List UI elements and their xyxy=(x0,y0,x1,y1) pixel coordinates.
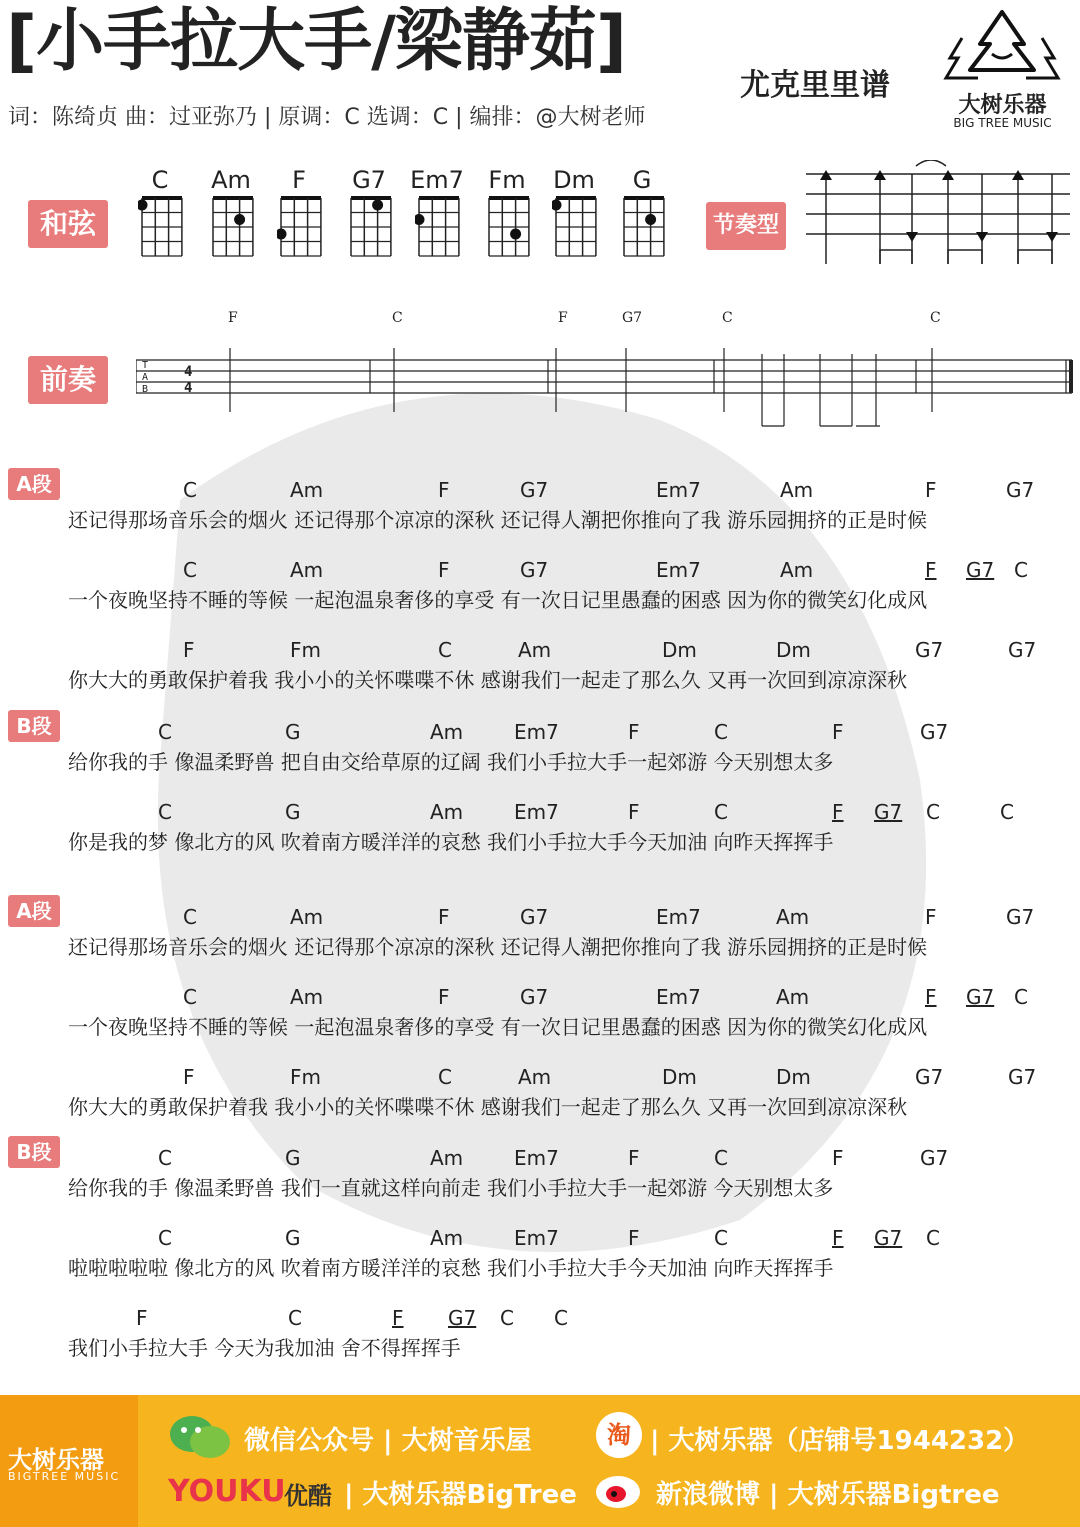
chord-name-4: Em7 xyxy=(410,166,464,194)
lyric-line: 还记得那场音乐会的烟火 还记得那个凉凉的深秋 还记得人潮把你推向了我 游乐园拥挤的正是时候 xyxy=(68,508,928,532)
chord-label: C xyxy=(714,800,728,824)
brand-name: 大树乐器 xyxy=(958,93,1047,118)
chord-label: Am xyxy=(776,985,810,1009)
chord-label: C xyxy=(438,638,452,662)
chord-label: F xyxy=(628,800,640,824)
chord-label: C xyxy=(183,478,197,502)
svg-text:A: A xyxy=(142,372,149,383)
chord-label: F xyxy=(392,1306,404,1330)
chord-label: Em7 xyxy=(656,905,701,929)
chord-label: G7 xyxy=(520,478,549,502)
chord-label: C xyxy=(438,1065,452,1089)
rhythm-pattern xyxy=(806,160,1074,270)
chord-label: Em7 xyxy=(514,1226,559,1250)
lyric-line: 一个夜晚坚持不睡的等候 一起泡温泉奢侈的享受 有一次日记里愚蠢的困惑 因为你的微笑幻化成风 xyxy=(68,1015,928,1039)
wechat-icon xyxy=(168,1412,232,1462)
chord-label: Am xyxy=(518,1065,552,1089)
chord-label: F xyxy=(832,1146,844,1170)
chords-label: 和弦 xyxy=(28,200,108,248)
chord-label: G7 xyxy=(966,985,995,1009)
chord-label: F xyxy=(183,1065,195,1089)
chord-label: F xyxy=(925,558,937,582)
chord-diagram-3 xyxy=(347,194,399,258)
lyric-line: 给你我的手 像温柔野兽 把自由交给草原的辽阔 我们小手拉大手一起郊游 今天别想太多 xyxy=(68,750,834,774)
youku-text: | 大树乐器BigTree xyxy=(344,1480,577,1510)
chord-diagram-7 xyxy=(620,194,672,258)
chord-label: G7 xyxy=(874,1226,903,1250)
chord-label: F xyxy=(628,1226,640,1250)
chord-label: F xyxy=(438,905,450,929)
chord-name-3: G7 xyxy=(352,166,386,194)
taobao-icon: 淘 xyxy=(596,1412,642,1458)
chord-label: G xyxy=(285,720,301,744)
chord-label: C xyxy=(500,1306,514,1330)
chord-label: Dm xyxy=(662,638,697,662)
lyric-line: 还记得那场音乐会的烟火 还记得那个凉凉的深秋 还记得人潮把你推向了我 游乐园拥挤的正是时候 xyxy=(68,935,928,959)
chord-label: Am xyxy=(430,1226,464,1250)
song-title: [小手拉大手/梁静茹] xyxy=(6,2,626,81)
footer-brand-name: 大树乐器 xyxy=(8,1446,104,1474)
chord-label: G7 xyxy=(520,905,549,929)
chord-label: G7 xyxy=(520,558,549,582)
chord-label: C xyxy=(714,720,728,744)
wechat-text: 微信公众号 | 大树音乐屋 xyxy=(244,1426,532,1456)
chord-label: C xyxy=(183,558,197,582)
chord-label: Am xyxy=(290,558,324,582)
svg-text:4: 4 xyxy=(184,364,193,380)
chord-label: G7 xyxy=(915,638,944,662)
chord-label: G7 xyxy=(920,720,949,744)
chord-label: F xyxy=(438,558,450,582)
chord-label: F xyxy=(136,1306,148,1330)
chord-label: C xyxy=(1014,985,1028,1009)
chord-label: Am xyxy=(290,985,324,1009)
chord-label: F xyxy=(832,800,844,824)
chord-name-7: G xyxy=(632,166,652,194)
chord-label: F xyxy=(832,720,844,744)
chord-label: Dm xyxy=(662,1065,697,1089)
chord-label: Em7 xyxy=(656,478,701,502)
song-subtitle: 尤克里里谱 xyxy=(740,68,890,103)
weibo-text: 新浪微博 | 大树乐器Bigtree xyxy=(656,1480,1000,1510)
chord-label: Em7 xyxy=(656,558,701,582)
chord-label: F xyxy=(438,478,450,502)
svg-text:4: 4 xyxy=(184,380,193,396)
chord-label: Am xyxy=(430,720,464,744)
chord-label: G7 xyxy=(1008,1065,1037,1089)
chord-name-6: Dm xyxy=(553,166,595,194)
chord-label: Em7 xyxy=(514,800,559,824)
chord-label: G7 xyxy=(874,800,903,824)
chord-label: F xyxy=(832,1226,844,1250)
chord-label: Dm xyxy=(776,1065,811,1089)
chord-label: G7 xyxy=(920,1146,949,1170)
chord-label: G xyxy=(285,800,301,824)
intro-chord-5: C xyxy=(930,310,941,326)
intro-chord-3: G7 xyxy=(622,310,643,326)
chord-label: F xyxy=(183,638,195,662)
lyric-line: 啦啦啦啦啦 像北方的风 吹着南方暖洋洋的哀愁 我们小手拉大手今天加油 向昨天挥挥手 xyxy=(68,1256,834,1280)
chord-label: C xyxy=(1000,800,1014,824)
chord-diagram-6 xyxy=(552,194,604,258)
section-tag-3: B段 xyxy=(8,1136,60,1168)
chord-label: F xyxy=(438,985,450,1009)
chord-label: F xyxy=(628,720,640,744)
chord-label: Am xyxy=(430,1146,464,1170)
chord-label: F xyxy=(925,985,937,1009)
chord-label: Am xyxy=(430,800,464,824)
chord-label: G7 xyxy=(1006,478,1035,502)
chord-label: C xyxy=(158,800,172,824)
chord-label: Em7 xyxy=(514,1146,559,1170)
lyric-line: 我们小手拉大手 今天为我加油 舍不得挥挥手 xyxy=(68,1336,461,1360)
chord-diagram-4 xyxy=(415,194,467,258)
chord-label: Em7 xyxy=(656,985,701,1009)
chord-label: Am xyxy=(776,905,810,929)
chord-diagram-5 xyxy=(485,194,537,258)
weibo-icon xyxy=(594,1466,644,1512)
chord-label: F xyxy=(628,1146,640,1170)
song-credits: 词：陈绮贞 曲：过亚弥乃 | 原调：C 选调：C | 编排：@大树老师 xyxy=(8,105,646,130)
youku-cn: 优酷 xyxy=(284,1482,332,1510)
intro-chord-4: C xyxy=(722,310,733,326)
intro-label: 前奏 xyxy=(28,356,108,404)
section-tag-0: A段 xyxy=(8,468,60,500)
brand-logo xyxy=(940,8,1065,128)
chord-label: Am xyxy=(780,478,814,502)
chord-diagram-2 xyxy=(277,194,329,258)
chord-diagram-1 xyxy=(209,194,261,258)
chord-label: Fm xyxy=(290,1065,321,1089)
chord-label: C xyxy=(183,905,197,929)
chord-label: Am xyxy=(780,558,814,582)
chord-diagram-0 xyxy=(138,194,190,258)
chord-label: C xyxy=(158,720,172,744)
chord-label: C xyxy=(926,800,940,824)
chord-name-2: F xyxy=(292,166,306,194)
chord-label: Am xyxy=(290,905,324,929)
chord-label: Am xyxy=(290,478,324,502)
chord-label: C xyxy=(183,985,197,1009)
chord-label: C xyxy=(926,1226,940,1250)
lyric-line: 一个夜晚坚持不睡的等候 一起泡温泉奢侈的享受 有一次日记里愚蠢的困惑 因为你的微笑幻化成风 xyxy=(68,588,928,612)
intro-chord-1: C xyxy=(392,310,403,326)
chord-name-1: Am xyxy=(211,166,251,194)
chord-label: C xyxy=(714,1226,728,1250)
lyric-line: 你大大的勇敢保护着我 我小小的关怀喋喋不休 感谢我们一起走了那么久 又再一次回到凉凉深秋 xyxy=(68,668,908,692)
taobao-text: | 大树乐器（店铺号1944232） xyxy=(650,1426,1030,1456)
svg-text:T: T xyxy=(142,360,149,371)
tree-icon xyxy=(940,8,1065,88)
chord-label: G7 xyxy=(520,985,549,1009)
chord-label: G xyxy=(285,1226,301,1250)
lyric-line: 你大大的勇敢保护着我 我小小的关怀喋喋不休 感谢我们一起走了那么久 又再一次回到凉凉深秋 xyxy=(68,1095,908,1119)
chord-name-5: Fm xyxy=(488,166,526,194)
chord-label: G7 xyxy=(448,1306,477,1330)
chord-label: G7 xyxy=(1006,905,1035,929)
chord-label: G7 xyxy=(1008,638,1037,662)
lyric-line: 你是我的梦 像北方的风 吹着南方暖洋洋的哀愁 我们小手拉大手今天加油 向昨天挥挥手 xyxy=(68,830,834,854)
chord-label: Am xyxy=(518,638,552,662)
chord-label: Dm xyxy=(776,638,811,662)
footer-brand-sub: BIGTREE MUSIC xyxy=(8,1470,121,1483)
rhythm-label: 节奏型 xyxy=(706,202,786,250)
chord-label: C xyxy=(158,1146,172,1170)
intro-chord-2: F xyxy=(558,310,568,326)
chord-label: F xyxy=(925,905,937,929)
chord-label: F xyxy=(925,478,937,502)
brand-sub: BIG TREE MUSIC xyxy=(953,116,1052,130)
chord-label: Fm xyxy=(290,638,321,662)
chord-label: G7 xyxy=(966,558,995,582)
youku-logo: YOUKU xyxy=(168,1474,286,1509)
section-tag-1: B段 xyxy=(8,710,60,742)
intro-tab xyxy=(136,340,1076,430)
section-tag-2: A段 xyxy=(8,895,60,927)
lyric-line: 给你我的手 像温柔野兽 我们一直就这样向前走 我们小手拉大手一起郊游 今天别想太多 xyxy=(68,1176,834,1200)
chord-label: Em7 xyxy=(514,720,559,744)
chord-label: C xyxy=(554,1306,568,1330)
intro-chord-0: F xyxy=(228,310,238,326)
chord-label: G7 xyxy=(915,1065,944,1089)
chord-label: C xyxy=(1014,558,1028,582)
chord-label: C xyxy=(288,1306,302,1330)
chord-label: C xyxy=(158,1226,172,1250)
chord-label: C xyxy=(714,1146,728,1170)
svg-text:B: B xyxy=(142,384,149,395)
chord-name-0: C xyxy=(151,166,169,194)
chord-label: G xyxy=(285,1146,301,1170)
